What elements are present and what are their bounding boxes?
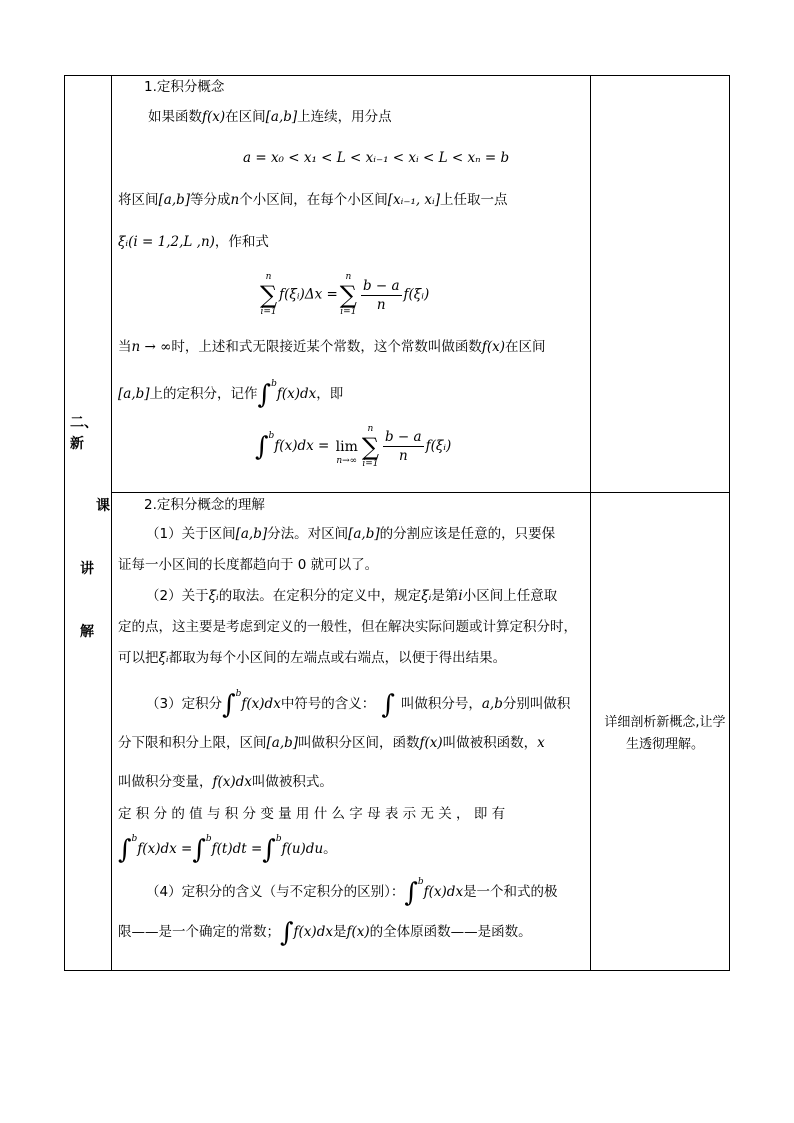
block2-p3-line1: （3）定积分∫$^b$f(x)dx中符号的含义： ∫ 叫做积分号，a,b分别叫做积: [146, 689, 571, 720]
block1-heading: 1.定积分概念: [144, 79, 225, 95]
block2-p3-line5: ∫$^b$f(x)dx =∫$^b$f(t)dt =∫$^b$f(u)du。: [118, 834, 337, 865]
block2-p1-line2: 证每一小区间的长度都趋向于 0 就可以了。: [118, 557, 379, 573]
integral-sign-5: ∫: [118, 835, 132, 865]
block1-limit: 当n → ∞时，上述和式无限接近某个常数，这个常数叫做函数f(x)在区间: [118, 339, 546, 355]
integral-sign-9: ∫: [280, 918, 294, 948]
lim-symbol: lim n→∞: [335, 438, 358, 466]
block2-heading: 2.定积分概念的理解: [144, 497, 265, 513]
block2-p4-line2: 限——是一个确定的常数；∫f(x)dx是f(x)的全体原函数——是函数。: [118, 918, 532, 948]
sum-symbol-3: n ∑ i=1: [361, 423, 379, 469]
row-divider: [111, 492, 730, 493]
fraction: $\frac{b - a}{n}$: [362, 277, 400, 313]
block1-definition: [a,b]上的定积分，记作∫$^b$f(x)dx，即: [118, 379, 344, 410]
integral-sign-3: ∫: [222, 690, 236, 720]
riemann-sum-formula: n ∑ i=1 f(ξᵢ)Δx = n ∑ i=1 $\frac{b - a}{n}$ f(ξᵢ): [260, 272, 430, 317]
sum-symbol: n ∑ i=1: [260, 272, 278, 317]
section-title-char-2: 新: [70, 436, 84, 452]
section-title-char-1: 二、: [70, 415, 98, 431]
column-divider-left: [111, 76, 112, 970]
section-title-char-5: 解: [80, 624, 94, 640]
integral-sign-4: ∫: [381, 690, 395, 720]
integral-sign-6: ∫: [192, 835, 206, 865]
column-divider-right: [590, 76, 591, 970]
integral-sign-7: ∫: [262, 835, 276, 865]
block2-p2-line2: 定的点，这主要是考虑到定义的一般性，但在解决实际问题或计算定积分时，: [118, 619, 577, 635]
sum-symbol-2: n ∑ i=1: [339, 272, 357, 317]
partition-formula: a = x₀ < x₁ < L < xᵢ₋₁ < xᵢ < L < xₙ = b: [243, 150, 510, 166]
block1-divide: 将区间[a,b]等分成n个小区间，在每个小区间[xᵢ₋₁, xᵢ]上任取一点: [118, 192, 508, 208]
block1-intro: 如果函数f(x)在区间[a,b]上连续，用分点: [148, 109, 392, 125]
definite-integral-formula: ∫$^b$f(x)dx = lim n→∞ n ∑ i=1 $\frac{b - a}{n}$ f(ξᵢ): [255, 423, 452, 469]
teaching-note: 详细剖析新概念,让学生透彻理解。: [604, 715, 726, 752]
block2-p3-line4: 定 积 分 的 值 与 积 分 变 量 用 什 么 字 母 表 示 无 关 ， 即 有: [118, 806, 506, 822]
block2-p2-line1: （2）关于ξᵢ的取法。在定积分的定义中，规定ξᵢ是第i小区间上任意取: [146, 588, 558, 604]
block2-p3-line3: 叫做积分变量，f(x)dx叫做被积式。: [118, 774, 333, 790]
block2-p3-line2: 分下限和积分上限，区间[a,b]叫做积分区间，函数f(x)叫做被积函数，x: [118, 735, 545, 751]
integral-sign-8: ∫: [404, 878, 418, 908]
section-title-char-3: 课: [96, 498, 110, 514]
block2-p4-line1: （4）定积分的含义（与不定积分的区别）：∫$^b$f(x)dx是一个和式的极: [146, 877, 558, 908]
section-title-char-4: 讲: [80, 561, 94, 577]
block1-xi: ξᵢ(i = 1,2,L ,n)，作和式: [118, 234, 269, 250]
block2-p2-line3: 可以把ξᵢ都取为每个小区间的左端点或右端点，以便于得出结果。: [118, 650, 507, 666]
block2-p1-line1: （1）关于区间[a,b]分法。对区间[a,b]的分割应该是任意的，只要保: [146, 526, 556, 542]
fraction-2: $\frac{b - a}{n}$: [385, 429, 422, 464]
integral-sign: ∫: [257, 380, 272, 410]
integral-sign-2: ∫: [255, 432, 269, 462]
